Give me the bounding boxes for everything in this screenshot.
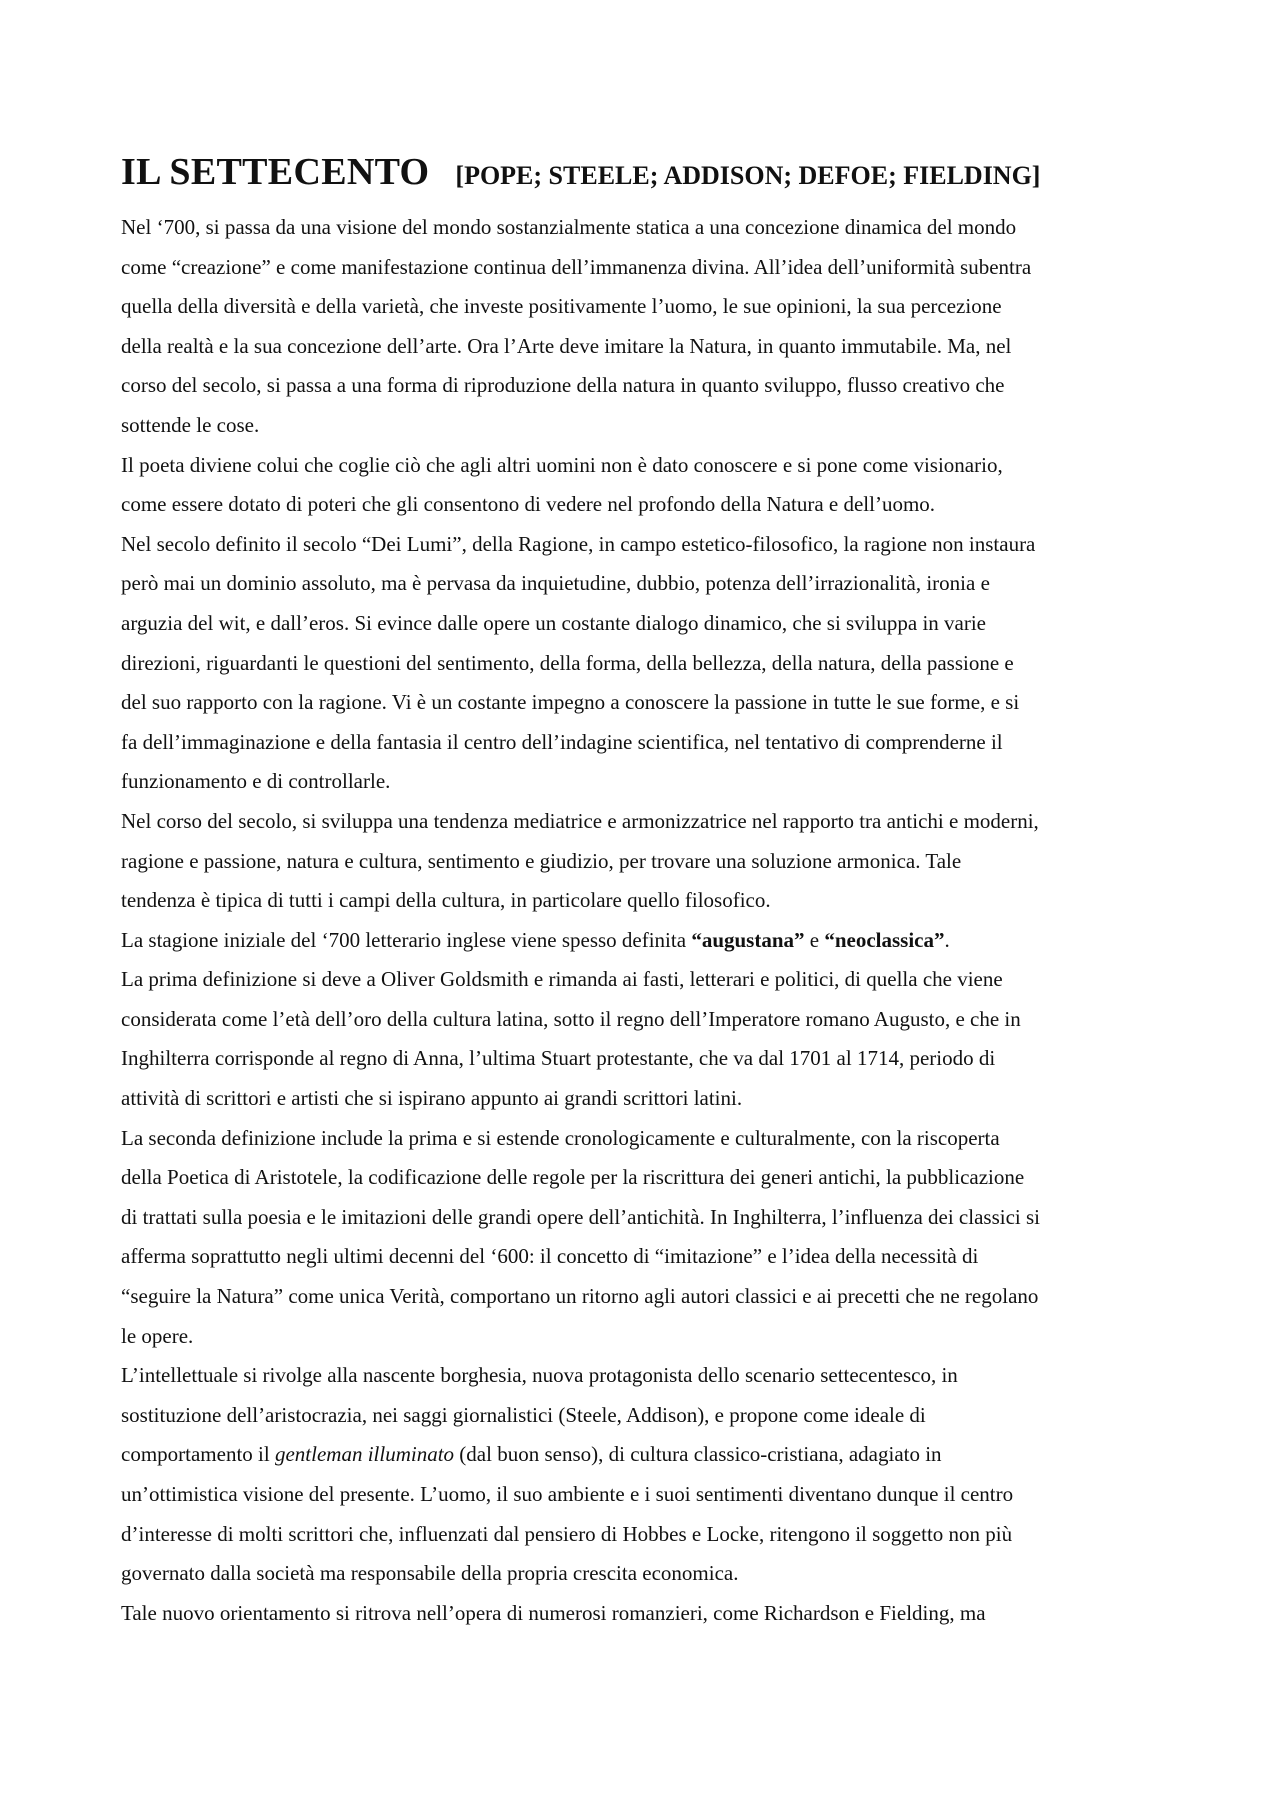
text-line bbox=[121, 1435, 1171, 1475]
page-title bbox=[121, 150, 1171, 194]
paragraph-intro bbox=[121, 208, 1171, 446]
text-segment: comportamento il bbox=[121, 1442, 275, 1467]
text-line: L’intellettuale si rivolge alla nascente borghesia, nuova protagonista dello scenario settecentesco, in bbox=[121, 1363, 958, 1388]
text-line: “seguire la Natura” come unica Verità, comportano un ritorno agli autori classici e ai precetti che ne regolano bbox=[121, 1284, 1039, 1309]
text-line: ragione e passione, natura e cultura, sentimento e giudizio, per trovare una soluzione armonica. Tale bbox=[121, 848, 962, 873]
text-line: della realtà e la sua concezione dell’arte. Ora l’Arte deve imitare la Natura, in quanto immutabile. Ma, nel bbox=[121, 333, 1012, 358]
paragraph-poet bbox=[121, 446, 1171, 525]
italic-term-gentleman: gentleman illuminato bbox=[274, 1442, 455, 1467]
text-line: sostituzione dell’aristocrazia, nei saggi giornalistici (Steele, Addison), e propone come ideale di bbox=[121, 1402, 926, 1427]
text-line: di trattati sulla poesia e le imitazioni delle grandi opere dell’antichità. In Inghilterra, l’influenza dei classici si bbox=[121, 1204, 1040, 1229]
title-main: IL SETTECENTO bbox=[121, 151, 430, 193]
text-line: governato dalla società ma responsabile della propria crescita economica. bbox=[121, 1561, 739, 1586]
text-line: attività di scrittori e artisti che si ispirano appunto ai grandi scrittori latini. bbox=[121, 1086, 743, 1111]
text-line: d’interesse di molti scrittori che, influenzati dal pensiero di Hobbes e Locke, ritengono il soggetto non più bbox=[121, 1521, 1013, 1546]
text-line: funzionamento e di controllarle. bbox=[121, 769, 391, 794]
title-authors: [POPE; STEELE; ADDISON; DEFOE; FIELDING] bbox=[455, 161, 1041, 190]
paragraph-mediation bbox=[121, 802, 1171, 921]
text-line: direzioni, riguardanti le questioni del sentimento, della forma, della bellezza, della natura, della passione e bbox=[121, 650, 1014, 675]
bold-term-neoclassica: “neoclassica” bbox=[824, 927, 945, 952]
text-line: afferma soprattutto negli ultimi decenni del ‘600: il concetto di “imitazione” e l’idea della necessità di bbox=[121, 1244, 979, 1269]
text-line: corso del secolo, si passa a una forma di riproduzione della natura in quanto sviluppo, flusso creativo che bbox=[121, 373, 1005, 398]
document-page bbox=[121, 150, 1171, 1633]
bold-term-augustana: “augustana” bbox=[691, 927, 805, 952]
text-line: tendenza è tipica di tutti i campi della cultura, in particolare quello filosofico. bbox=[121, 888, 771, 913]
text-line: Tale nuovo orientamento si ritrova nell’opera di numerosi romanzieri, come Richardson e Fielding, ma bbox=[121, 1600, 986, 1625]
text-line: La prima definizione si deve a Oliver Goldsmith e rimanda ai fasti, letterari e politici, di quella che viene bbox=[121, 967, 1003, 992]
paragraph-second-definition bbox=[121, 1119, 1171, 1357]
text-segment: e bbox=[804, 927, 825, 952]
text-segment: (dal buon senso), di cultura classico-cristiana, adagiato in bbox=[454, 1442, 942, 1467]
text-line: quella della diversità e della varietà, che investe positivamente l’uomo, le sue opinioni, la sua percezione bbox=[121, 294, 1002, 319]
text-line: come “creazione” e come manifestazione continua dell’immanenza divina. All’idea dell’uniformità subentra bbox=[121, 254, 1032, 279]
text-segment: . bbox=[944, 927, 950, 952]
text-line: sottende le cose. bbox=[121, 412, 260, 437]
text-line: considerata come l’età dell’oro della cultura latina, sotto il regno dell’Imperatore romano Augusto, e che in bbox=[121, 1006, 1021, 1031]
text-line: Il poeta diviene colui che coglie ciò che agli altri uomini non è dato conoscere e si pone come visionario, bbox=[121, 452, 1003, 477]
text-line: Inghilterra corrisponde al regno di Anna, l’ultima Stuart protestante, che va dal 1701 al 1714, periodo di bbox=[121, 1046, 996, 1071]
paragraph-augustan bbox=[121, 921, 1171, 961]
paragraph-intellectual bbox=[121, 1356, 1171, 1594]
paragraph-lumi bbox=[121, 525, 1171, 802]
text-line: Nel secolo definito il secolo “Dei Lumi”, della Ragione, in campo estetico-filosofico, la ragione non instaura bbox=[121, 531, 1036, 556]
text-segment: La stagione iniziale del ‘700 letterario inglese viene spesso definita bbox=[121, 927, 692, 952]
text-line: un’ottimistica visione del presente. L’uomo, il suo ambiente e i suoi sentimenti diventano dunque il centro bbox=[121, 1482, 1014, 1506]
text-line: però mai un dominio assoluto, ma è pervasa da inquietudine, dubbio, potenza dell’irrazionalità, ironia e bbox=[121, 571, 990, 596]
text-line: Nel ‘700, si passa da una visione del mondo sostanzialmente statica a una concezione dinamica del mondo bbox=[121, 215, 1017, 239]
paragraph-novelists bbox=[121, 1594, 1171, 1634]
text-line: La seconda definizione include la prima e si estende cronologicamente e culturalmente, con la riscoperta bbox=[121, 1125, 1000, 1150]
text-line: le opere. bbox=[121, 1323, 194, 1348]
text-line: del suo rapporto con la ragione. Vi è un costante impegno a conoscere la passione in tutte le sue forme, e si bbox=[121, 690, 1020, 715]
text-line: della Poetica di Aristotele, la codificazione delle regole per la riscrittura dei generi antichi, la pubblicazione bbox=[121, 1165, 1025, 1190]
text-line: arguzia del wit, e dall’eros. Si evince dalle opere un costante dialogo dinamico, che si sviluppa in varie bbox=[121, 610, 986, 635]
paragraph-first-definition bbox=[121, 960, 1171, 1118]
text-line bbox=[121, 921, 1171, 961]
text-line: come essere dotato di poteri che gli consentono di vedere nel profondo della Natura e dell’uomo. bbox=[121, 492, 936, 517]
text-line: Nel corso del secolo, si sviluppa una tendenza mediatrice e armonizzatrice nel rapporto tra antichi e moderni, bbox=[121, 808, 1039, 833]
text-line: fa dell’immaginazione e della fantasia il centro dell’indagine scientifica, nel tentativo di comprenderne il bbox=[121, 729, 1003, 754]
